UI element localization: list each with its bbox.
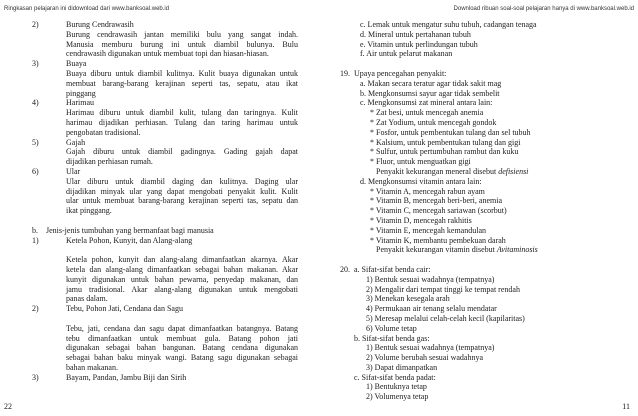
nutrient-item: e. Vitamin untuk perlindungan tubuh	[360, 39, 478, 49]
liquid-property: 4) Permukaan air tenang selalu mendatar	[366, 304, 497, 314]
plant-item	[32, 373, 298, 383]
item-line: tebu dimanfaatkan untuk membuat gula. Batang pohon jati	[66, 333, 298, 343]
question-title: a. Sifat-sifat benda cair:	[354, 264, 431, 274]
item-line: Tebu, jati, cendana dan sagu dapat dimanfaatkan batangnya. Batang	[66, 323, 298, 333]
mineral-item: * Kalsium, untuk pembentukan tulang dan gigi	[370, 137, 521, 147]
page-number-right: 11	[622, 402, 630, 411]
answer-line: b. Mengkonsumsi sayur agar tidak sembelit	[360, 88, 500, 98]
note-text: Penyakit kekurangan vitamin disebut	[376, 245, 497, 255]
item-line: pengobatan tradisional.	[66, 127, 141, 137]
item-number: 5)	[32, 137, 39, 147]
item-number: 1)	[32, 235, 39, 245]
mineral-item: * Zat besi, untuk mencegah anemia	[370, 108, 484, 118]
item-title: Ketela Pohon, Kunyit, dan Alang-alang	[66, 235, 193, 245]
item-title: Bayam, Pandan, Jambu Biji dan Sirih	[66, 372, 187, 382]
item-title: Ular	[66, 166, 81, 176]
left-page-column	[32, 20, 298, 382]
vitamin-item: * Vitamin B, mencegah beri-beri, anemia	[370, 196, 502, 206]
animal-item-gajah	[32, 138, 298, 167]
item-line: digunakan sebagai bahan bangunan. Batang cendana digunakan	[66, 343, 298, 353]
item-title: Burung Cendrawasih	[66, 20, 134, 29]
item-line: dijadikan perhiasan rumah.	[66, 157, 153, 167]
mineral-note	[370, 167, 608, 177]
question-19	[340, 69, 608, 255]
answer-line: c. Sifat-sifat benda padat:	[354, 372, 436, 382]
vitamin-item: * Vitamin E, mencegah kemandulan	[370, 225, 487, 235]
section-b	[32, 226, 298, 383]
question-20	[340, 265, 608, 402]
animal-item-ular	[32, 167, 298, 216]
question-title: Upaya pencegahan penyakit:	[354, 68, 447, 78]
question-number: 20.	[340, 264, 350, 274]
plant-item	[32, 304, 298, 373]
section-title: Jenis-jenis tumbuhan yang bermanfaat bagi manusia	[46, 225, 214, 235]
item-title: Harimau	[66, 98, 94, 108]
liquid-property: 1) Bentuk sesuai wadahnya (tempatnya)	[366, 274, 495, 284]
mineral-item: * Sulfur, untuk pertumbuhan rambut dan kuku	[370, 147, 519, 157]
section-number: b.	[32, 225, 38, 235]
nutrient-list	[340, 20, 608, 59]
item-line: ketela dan alang-alang dimanfaatkan sebagai bahan makanan. Akar	[66, 264, 298, 274]
mineral-item: * Fluor, untuk menguatkan gigi	[370, 157, 471, 167]
item-number: 2)	[32, 304, 39, 314]
vitamin-item: * Vitamin C, mencegah sariawan (scorbut)	[370, 206, 507, 216]
item-line: membuat barang-barang kerajinan seperti tas, sepatu, atau ikat	[66, 78, 298, 88]
nutrient-item: f. Air untuk pelarut makanan	[360, 49, 453, 59]
page-number-left: 22	[4, 402, 12, 411]
header-right: Download ribuan soal-soal pelajaran hanya di www.banksoal.web.id	[453, 6, 634, 12]
header-left: Ringkasan pelajaran ini didownload dari www.banksoal.web.id	[4, 6, 170, 12]
item-line: ular untuk membuat barang-barang kerajinan seperti tas, sepatu dan	[66, 196, 298, 206]
item-number: 2)	[32, 20, 39, 29]
item-title: Tebu, Pohon Jati, Cendana dan Sagu	[66, 304, 183, 314]
liquid-property: 3) Menekan kesegala arah	[366, 294, 450, 304]
item-line: Gajah diburu untuk diambil gadingnya. Gading gajah dapat	[66, 147, 298, 157]
item-line: pinggang	[66, 88, 96, 98]
animal-item-harimau	[32, 98, 298, 137]
item-line: Buaya diburu untuk diambil kulitnya. Kulit buaya digunakan untuk	[66, 68, 298, 78]
item-line: dijadikan minyak ular yang dapat mengobati penyakit kulit. Kulit	[66, 186, 298, 196]
answer-line: b. Sifat-sifat benda gas:	[354, 333, 430, 343]
answer-line: c. Mengkonsumsi zat mineral antara lain:	[360, 98, 493, 108]
item-line: ikat pinggang.	[66, 206, 112, 216]
item-number: 3)	[32, 372, 39, 382]
item-line: bahan makanan.	[66, 362, 118, 372]
note-term: Avitaminosis	[496, 245, 538, 255]
gas-property: 2) Volume berubah sesuai wadahnya	[366, 353, 484, 363]
mineral-item: * Zat Yodium, untuk mencegah gondok	[370, 117, 497, 127]
gas-property: 1) Bentuk sesuai wadahnya (tempatnya)	[366, 343, 495, 353]
vitamin-item: * Vitamin K, membantu pembekuan darah	[370, 235, 506, 245]
vitamin-item: * Vitamin D, mencegah rakhitis	[370, 215, 472, 225]
answer-line: d. Mengkonsumsi vitamin antara lain:	[360, 176, 482, 186]
item-line: Ketela pohon, kunyit dan alang-alang dimanfaatkan akarnya. Akar	[66, 255, 298, 265]
animal-item-buaya	[32, 59, 298, 98]
item-line: panas dalam.	[66, 294, 108, 304]
item-line: sebagai bahan baku minyak wangi. Batang sagu digunakan sebagai	[66, 353, 298, 363]
item-number: 6)	[32, 166, 39, 176]
item-title: Gajah	[66, 137, 86, 147]
plant-item	[32, 236, 298, 305]
question-number: 19.	[340, 68, 350, 78]
mineral-item: * Fosfor, untuk pembentukan tulang dan sel tubuh	[370, 127, 531, 137]
vitamin-item: * Vitamin A, mencegah rabun ayam	[370, 186, 485, 196]
right-page-column	[340, 20, 608, 402]
gas-property: 3) Dapat dimanpatkan	[366, 362, 438, 372]
solid-property: 2) Volumenya tetap	[366, 392, 429, 402]
item-number: 4)	[32, 98, 39, 108]
nutrient-item: c. Lemak untuk mengatur suhu tubuh, cadangan tenaga	[360, 20, 537, 29]
item-line: Ular diburu untuk diambil daging dan kulitnya. Daging ular	[66, 176, 298, 186]
item-line: Harimau diburu untuk diambil kulit, tulang dan taringnya. Kulit	[66, 108, 298, 118]
animal-item-cendrawasih	[32, 20, 298, 59]
item-title: Buaya	[66, 59, 87, 69]
item-line: Manusia memburu burung ini untuk diambil bulunya. Bulu	[66, 39, 298, 49]
item-line: cendrawasih digunakan untuk membuat topi dan hiasan-hiasan.	[66, 49, 269, 59]
answer-line: a. Makan secara teratur agar tidak sakit mag	[360, 78, 502, 88]
note-text: Penyakit kekurangan meneral disebut	[376, 166, 499, 176]
liquid-property: 6) Volume tetap	[366, 323, 417, 333]
nutrient-item: d. Mineral untuk pertahanan tubuh	[360, 29, 471, 39]
liquid-property: 2) Mengalir dari tempat tinggi ke tempat rendah	[366, 284, 520, 294]
vitamin-note	[370, 245, 608, 255]
item-line: Burung cendrawasih jantan memiliki bulu yang sangat indah.	[66, 29, 298, 39]
note-term: defisiensi	[498, 166, 529, 176]
item-number: 3)	[32, 59, 39, 69]
solid-property: 1) Bentuknya tetap	[366, 382, 427, 392]
liquid-property: 5) Meresap melalui celah-celah kecil (kapilaritas)	[366, 313, 525, 323]
item-line: jamu tradisional. Akar alang-alang digunakan untuk mengobati	[66, 284, 298, 294]
item-line: kunyit digunakan untuk bahan pewarna, penyedap makanan, dan	[66, 274, 298, 284]
item-line: harimau dijadikan perhiasan. Tulang dan taring harimau untuk	[66, 117, 298, 127]
